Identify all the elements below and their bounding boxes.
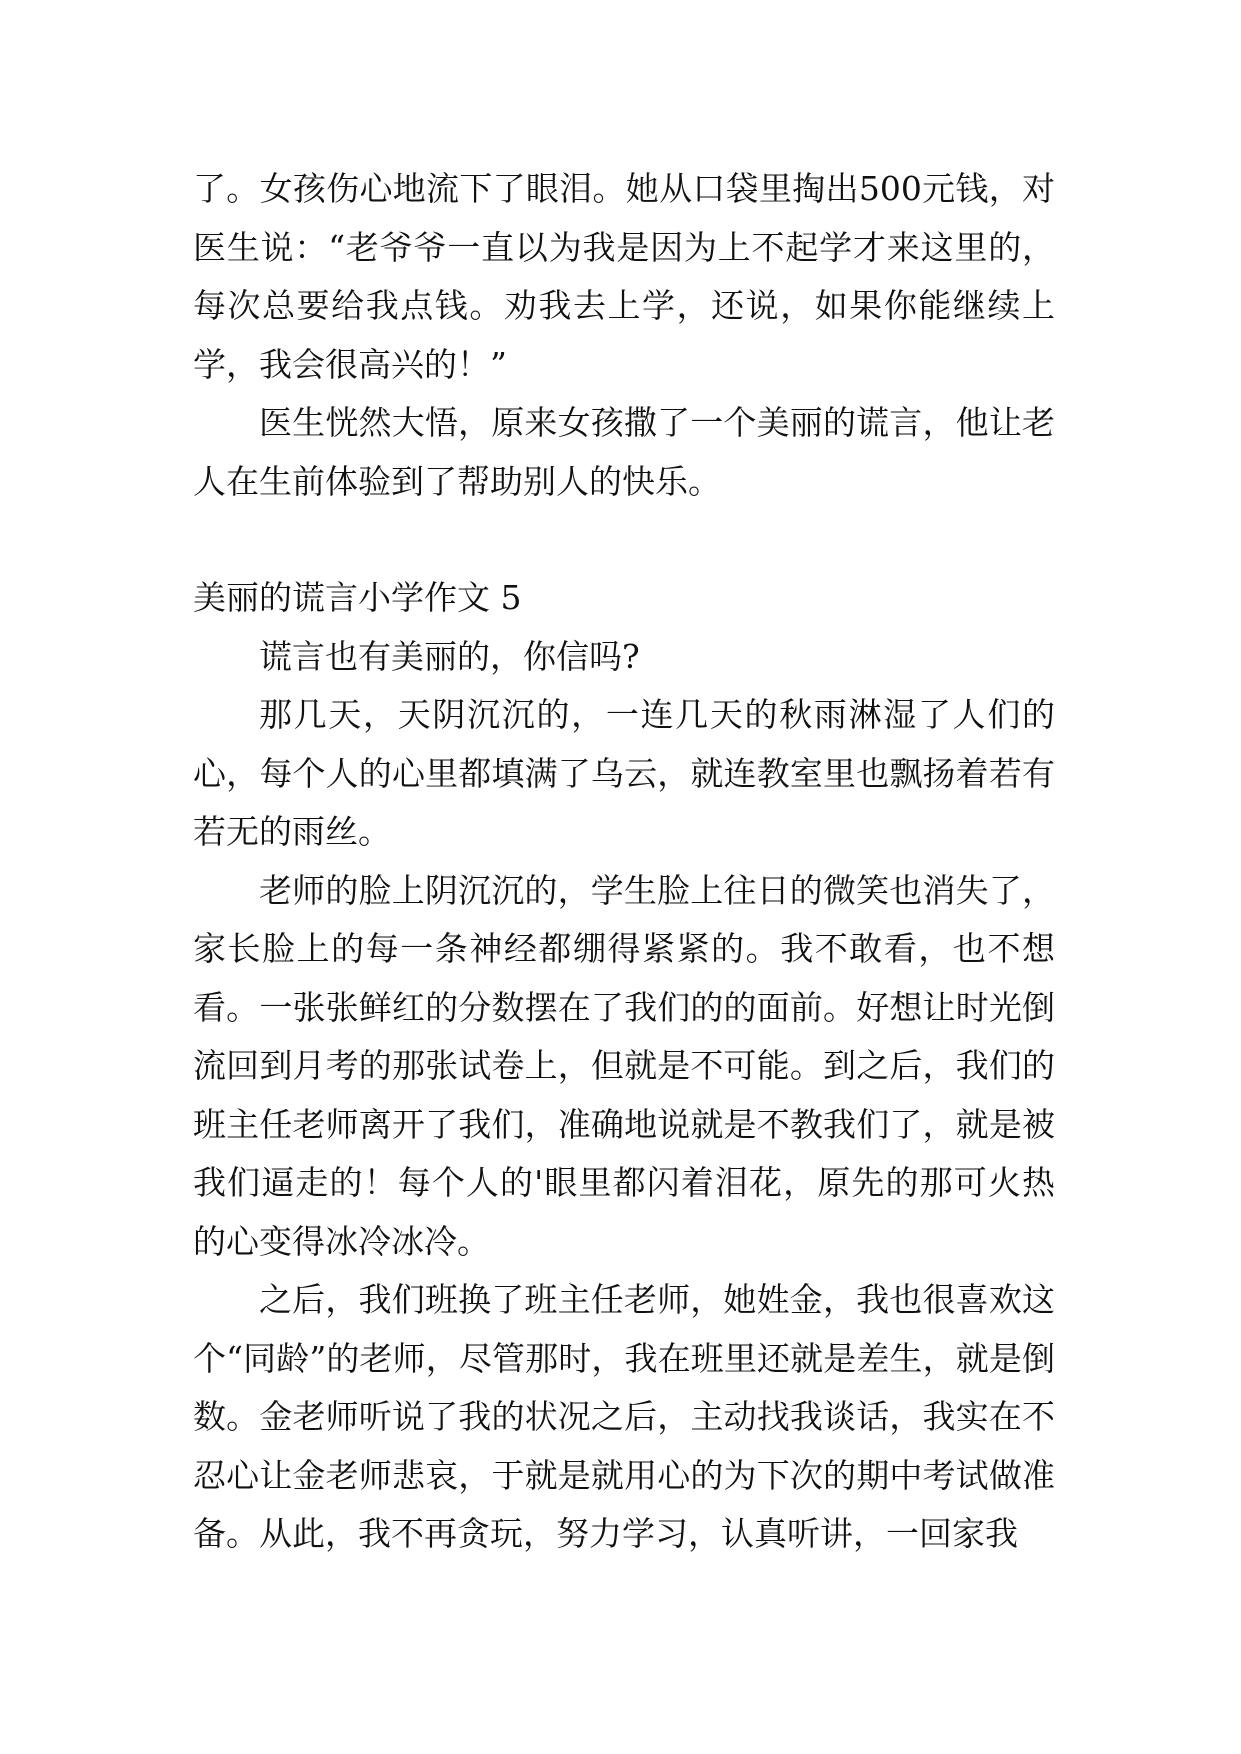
paragraph: 了。女孩伤心地流下了眼泪。她从口袋里掏出500元钱，对医生说：“老爷爷一直以为我是因为上不起学才来这里的，每次总要给我点钱。劝我去上学，还说，如果你能继续上学，我会很高兴的！” (193, 169, 1055, 384)
paragraph: 那几天，天阴沉沉的，一连几天的秋雨淋湿了人们的心，每个人的心里都填满了乌云，就连教室里也飘扬着若有若无的雨丝。 (193, 695, 1055, 851)
paragraph: 谎言也有美丽的，你信吗? (259, 636, 640, 676)
paragraph: 之后，我们班换了班主任老师，她姓金，我也很喜欢这个“同龄”的老师，尽管那时，我在班里还就是差生，就是倒数。金老师听说了我的状况之后，主动找我谈话，我实在不忍心让金老师悲哀，于就是就用心的为下次的期中考试做准备。从此，我不再贪玩，努力学习，认真听讲，一回家我 (193, 1280, 1055, 1553)
paragraph: 医生恍然大悟，原来女孩撒了一个美丽的谎言，他让老人在生前体验到了帮助别人的快乐。 (193, 403, 1055, 501)
section-gap (193, 511, 1055, 569)
document-page (193, 160, 1055, 1564)
section-title: 美丽的谎言小学作文 5 (193, 578, 522, 617)
paragraph: 老师的脸上阴沉沉的，学生脸上往日的微笑也消失了，家长脸上的每一条神经都绷得紧紧的。我不敢看，也不想看。一张张鲜红的分数摆在了我们的的面前。好想让时光倒流回到月考的那张试卷上，但就是不可能。到之后，我们的班主任老师离开了我们，准确地说就是不教我们了，就是被我们逼走的！每个人的'眼里都闪着泪花，原先的那可火热的心变得冰冷冰冷。 (193, 870, 1055, 1261)
